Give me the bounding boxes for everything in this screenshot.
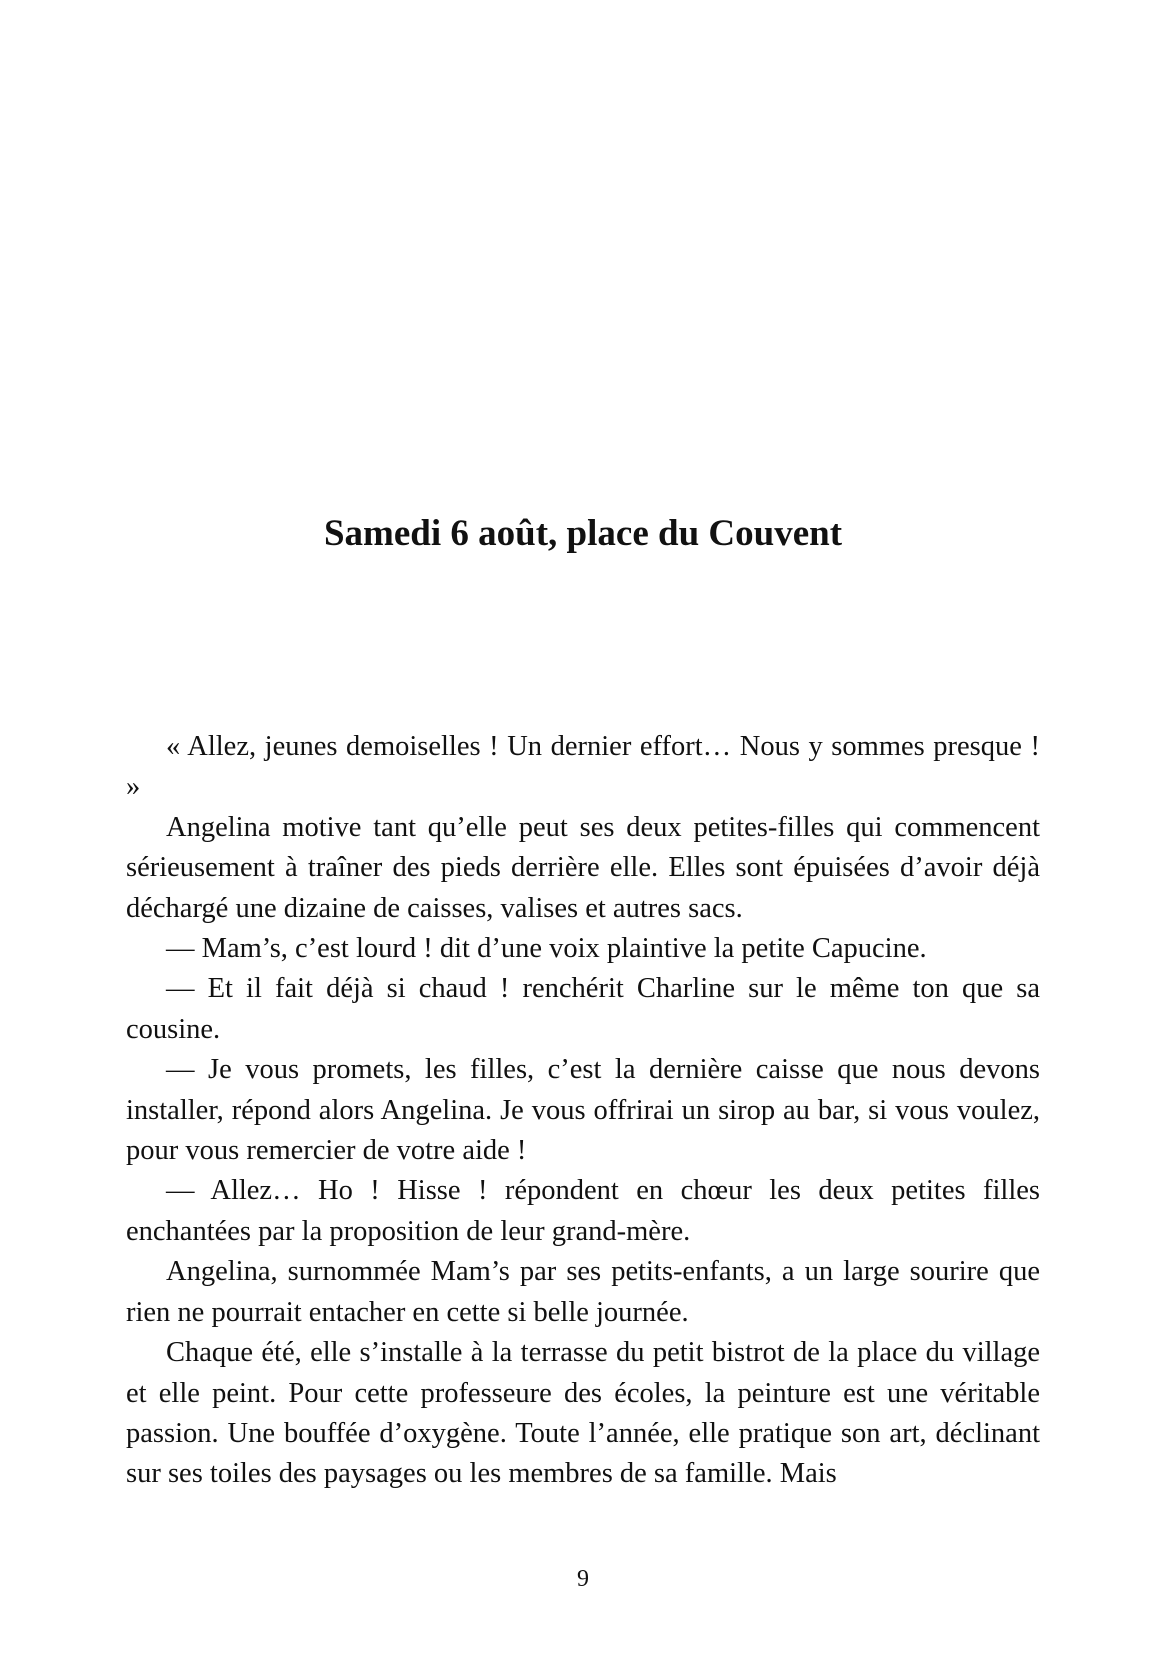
body-text xyxy=(126,727,1040,1495)
paragraph: Angelina motive tant qu’elle peut ses deux petites-filles qui commencent sérieusement à traîner des pieds derrière elle. Elles sont épuisées d’avoir déjà déchargé une dizaine de caisses, valises et autres sacs. xyxy=(126,811,1040,924)
paragraph: — Je vous promets, les filles, c’est la dernière caisse que nous devons installer, répond alors Angelina. Je vous offrirai un sirop au bar, si vous voulez, pour vous remercier de votre aide ! xyxy=(126,1054,1040,1167)
paragraph: Angelina, surnommée Mam’s par ses petits-enfants, a un large sourire que rien ne pourrait entacher en cette si belle journée. xyxy=(126,1256,1040,1328)
paragraph: — Et il fait déjà si chaud ! renchérit Charline sur le même ton que sa cousine. xyxy=(126,973,1040,1045)
paragraph: « Allez, jeunes demoiselles ! Un dernier effort… Nous y sommes presque ! » xyxy=(126,731,1040,803)
chapter-title: Samedi 6 août, place du Couvent xyxy=(323,513,843,554)
paragraph: Chaque été, elle s’installe à la terrasse du petit bistrot de la place du village et elle peint. Pour cette professeure des écoles, la peinture est une véritable passion. Une bouffée d’oxygène. Toute l’année, elle pratique son art, déclinant sur ses toiles des paysages ou les membres de sa famille. Mais xyxy=(126,1337,1040,1490)
paragraph: — Allez… Ho ! Hisse ! répondent en chœur les deux petites filles enchantées par la proposition de leur grand-mère. xyxy=(126,1175,1040,1247)
paragraph: — Mam’s, c’est lourd ! dit d’une voix plaintive la petite Capucine. xyxy=(166,933,927,965)
page-number: 9 xyxy=(577,1566,589,1592)
